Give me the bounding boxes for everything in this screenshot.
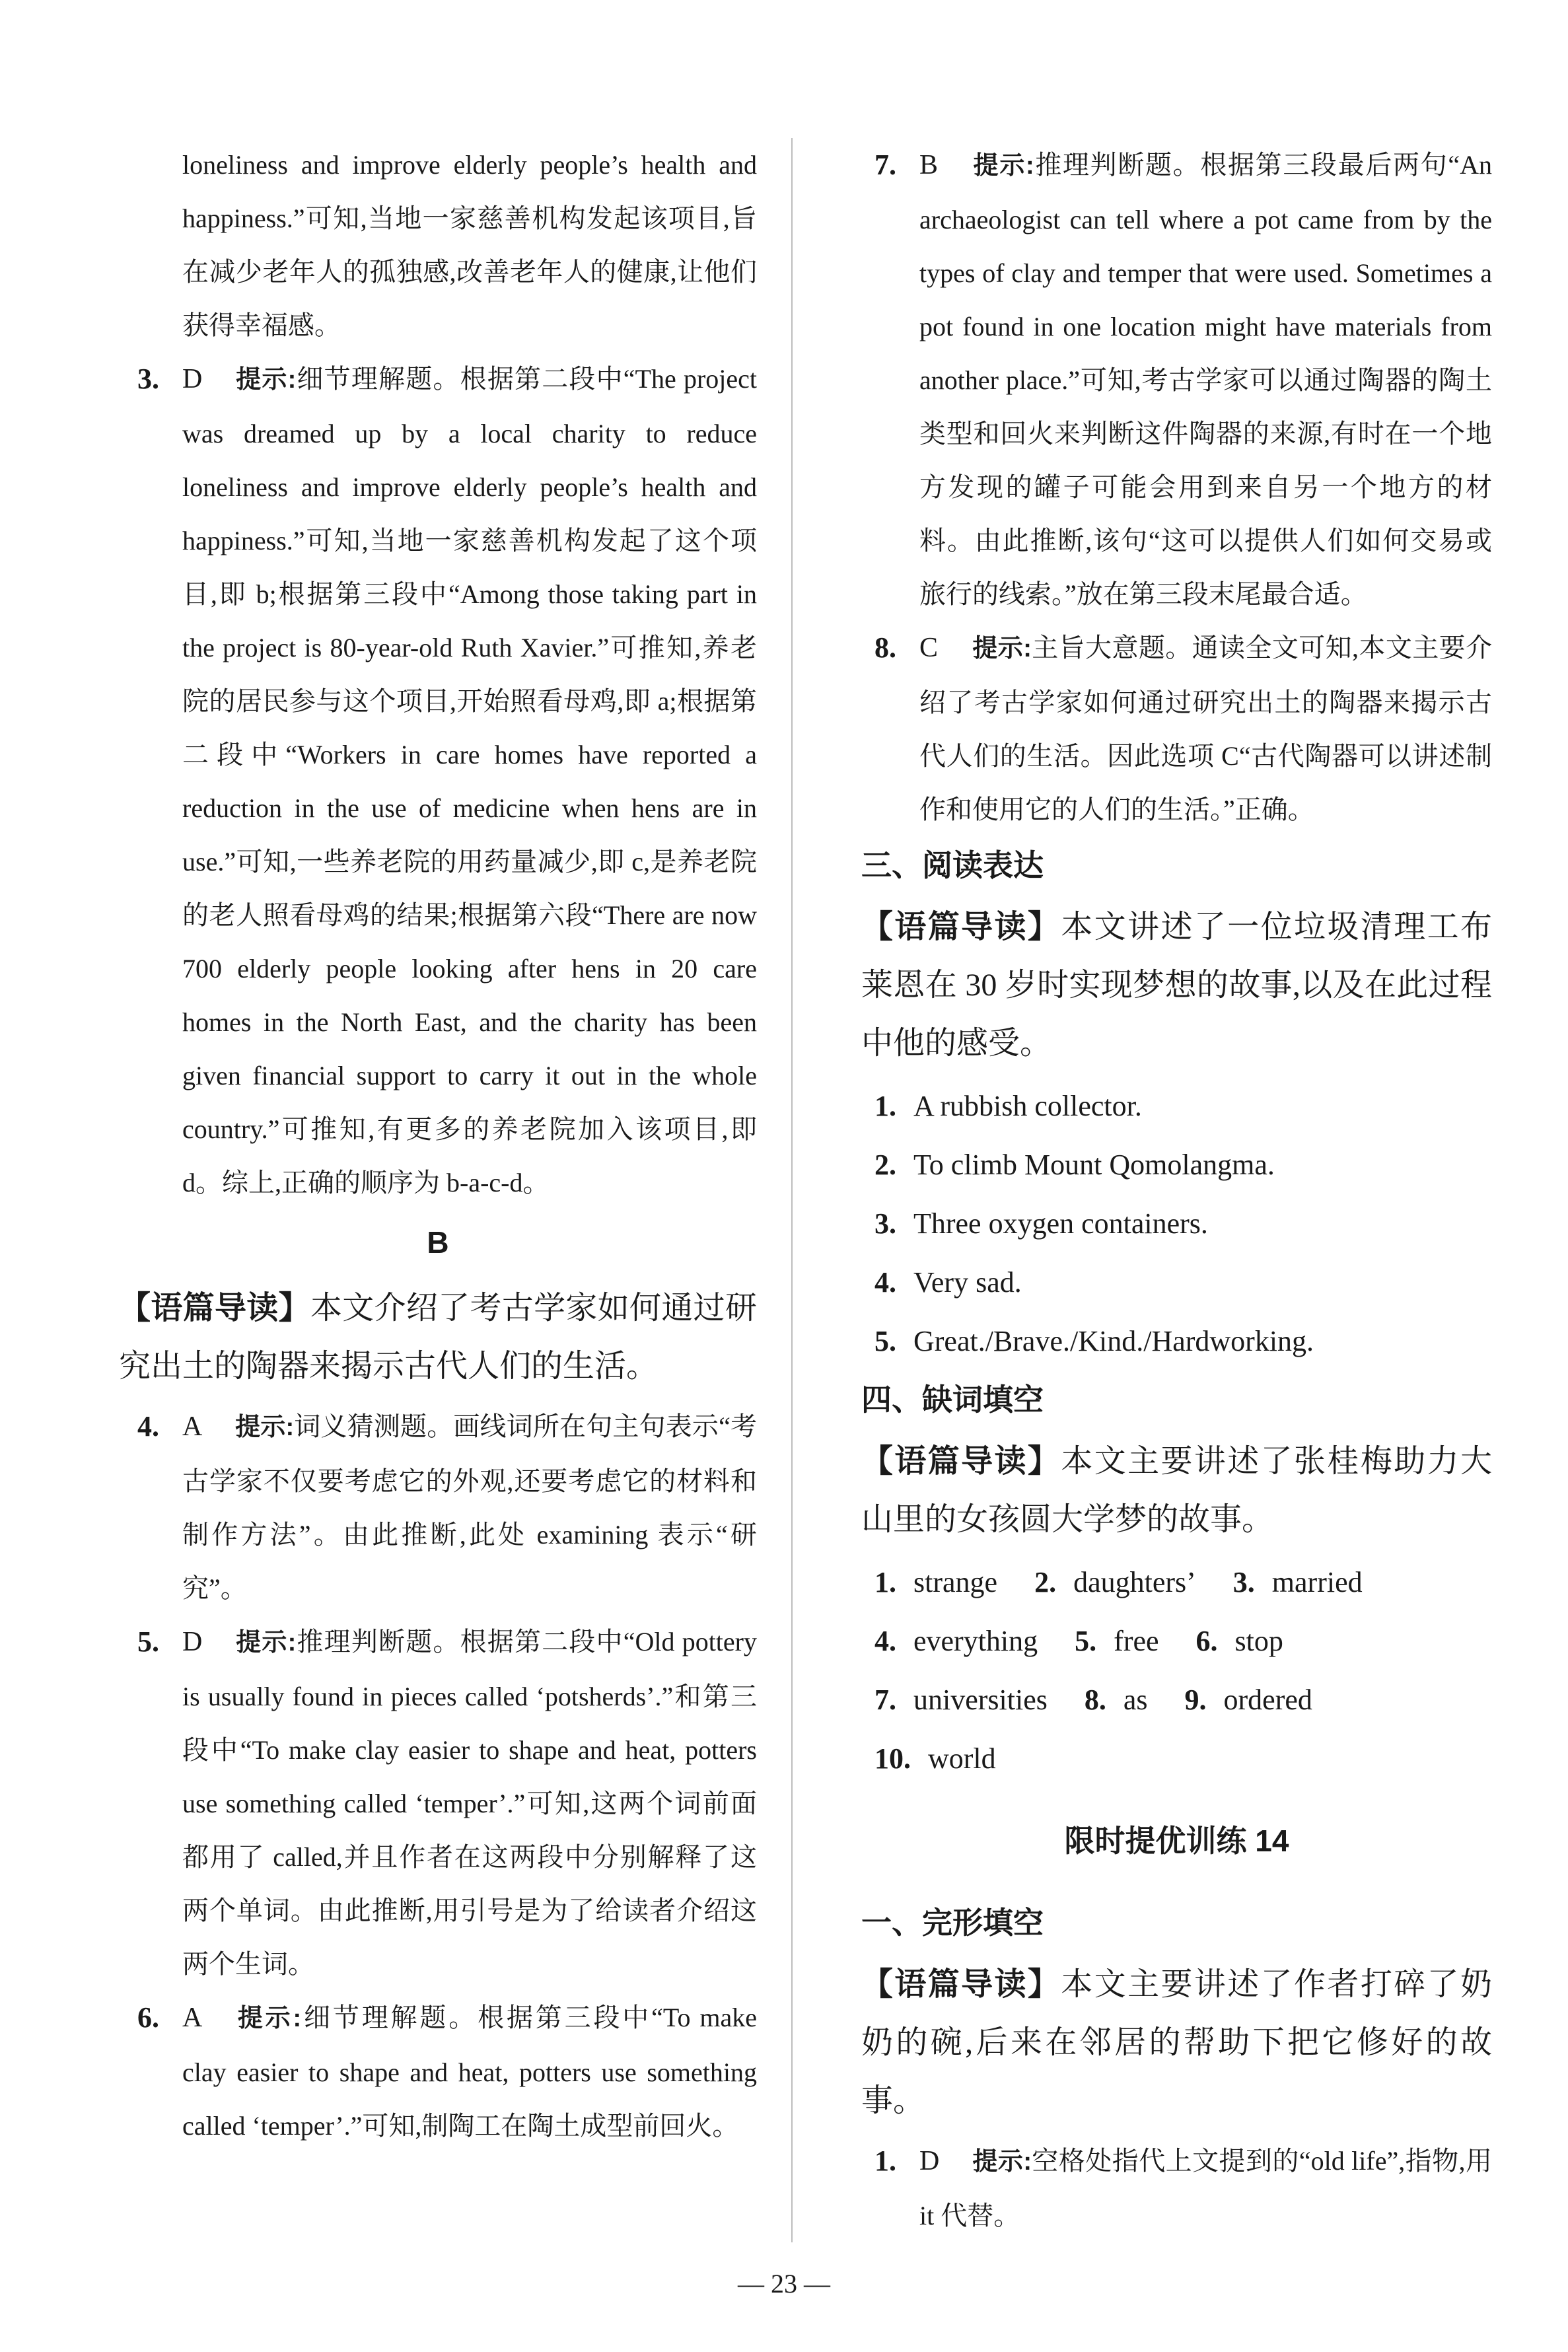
item-answer: B xyxy=(919,150,939,180)
item-number: 3. xyxy=(1232,1566,1255,1598)
hint-label: 提示: xyxy=(972,2148,1032,2176)
hint-text: 细节理解题。根据第三段中“To make clay easier to shape and heat, potters use something called ‘temper’.”可知,制陶工在陶土成型前回火。 xyxy=(182,2003,758,2141)
item-number: 4. xyxy=(137,1410,159,1443)
hint-label: 提示: xyxy=(235,2005,302,2032)
intro-label: 【语篇导读】 xyxy=(119,1291,310,1326)
answer-3-1 xyxy=(861,1077,1492,1135)
column-divider xyxy=(791,138,793,2242)
answer-text: Three oxygen containers. xyxy=(913,1207,1208,1240)
item-number: 2. xyxy=(1034,1566,1057,1598)
hint-label: 提示: xyxy=(972,152,1034,180)
hint-text: 主旨大意题。通读全文可知,本文主要介绍了考古学家如何通过研究出土的陶器来揭示古代人们的生活。因此选项 C“古代陶器可以讲述制作和使用它的人们的生活。”正确。 xyxy=(919,633,1493,824)
answer-text: ordered xyxy=(1223,1684,1312,1716)
item-number: 9. xyxy=(1184,1684,1207,1716)
hint-label: 提示: xyxy=(235,1629,297,1657)
intro-text: 本文主要讲述了张桂梅助力大山里的女孩圆大学梦的故事。 xyxy=(861,1444,1492,1537)
answer-row-2 xyxy=(861,1612,1492,1670)
hint-text: 细节理解题。根据第二段中“The project was dreamed up by a local charity to reduce loneliness and improve elderly people’s health and happiness.”可知,当地一家慈善机构发起了这个项目,即 b;根据第三段中“Among those taking part in the project is 80-year-old Ruth Xavier.”可推知,养老院的居民参与这个项目,开始照看母鸡,即 a;根据第二段中“Workers in care homes have reported a reduction in the use of medicine when hens are in use.”可知,一些养老院的用药量减少,即 c,是养老院的老人照看母鸡的结果;根据第六段“There are now 700 elderly people looking after hens in 20 care homes in the North East, and the charity has been given financial support to carry it out in the whole country.”可推知,有更多的养老院加入该项目,即 d。综上,正确的顺序为 b-a-c-d。 xyxy=(182,364,757,1197)
answer-item-5 xyxy=(119,1615,757,1991)
answer-row-3 xyxy=(861,1670,1492,1788)
hint-label: 提示: xyxy=(972,635,1032,662)
intro-text: 本文介绍了考古学家如何通过研究出土的陶器来揭示古代人们的生活。 xyxy=(119,1291,757,1384)
intro-word-fill xyxy=(861,1433,1492,1549)
intro-text: 本文讲述了一位垃圾清理工布莱恩在 30 岁时实现梦想的故事,以及在此过程中他的感受。 xyxy=(861,909,1492,1061)
left-column xyxy=(119,138,757,2242)
item-number: 5. xyxy=(1075,1625,1097,1657)
section-heading-word-fill: 四、缺词填空 xyxy=(861,1382,1044,1417)
answer-item-4 xyxy=(119,1400,757,1615)
item-number: 8. xyxy=(874,631,896,664)
page-number: — 23 — xyxy=(738,2269,830,2299)
answer-item-cloze-1 xyxy=(861,2134,1492,2242)
item-number: 1. xyxy=(874,1566,896,1598)
hint-text: 推理判断题。根据第三段最后两句“An archaeologist can tell where a pot came from by the types of clay and temper that were used. Sometimes a pot found in one location might have materials from another place.”可知,考古学家可以通过陶器的陶土类型和回火来判断这件陶器的来源,有时在一个地方发现的罐子可能会用到来自另一个地方的材料。由此推断,该句“这可以提供人们如何交易或旅行的线索。”放在第三段末尾最合适。 xyxy=(919,150,1493,609)
hint-label: 提示: xyxy=(235,1413,295,1441)
answer-3-2 xyxy=(861,1135,1492,1194)
item-number: 3. xyxy=(874,1207,896,1240)
answer-item-7 xyxy=(861,138,1492,621)
spacer xyxy=(861,1874,1492,1894)
answer-item-3 xyxy=(119,352,757,1209)
item-answer: D xyxy=(919,2146,940,2176)
section-heading-reading-expression: 三、阅读表达 xyxy=(861,848,1044,882)
item-number: 3. xyxy=(137,363,159,395)
columns xyxy=(0,138,1568,2242)
continuation-text: loneliness and improve elderly people’s health and happiness.”可知,当地一家慈善机构发起该项目,旨在减少老年人的孤独感,改善老年人的健康,让他们获得幸福感。 xyxy=(182,150,757,340)
item-number: 7. xyxy=(874,1684,896,1716)
intro-reading-expression xyxy=(861,898,1492,1073)
intro-label: 【语篇导读】 xyxy=(861,1967,1061,2002)
item-number: 4. xyxy=(874,1266,896,1299)
hint-text: 推理判断题。根据第二段中“Old pottery is usually found in pieces called ‘potsherds’.”和第三段中“To make clay easier to shape and heat, potters use something called ‘temper’.”可知,这两个词前面都用了 called,并且作者在这两段中分别解释了这两个单词。由此推断,用引号是为了给读者介绍这两个生词。 xyxy=(182,1627,757,1979)
answer-3-4 xyxy=(861,1253,1492,1312)
answer-text: as xyxy=(1123,1684,1148,1716)
answer-3-3 xyxy=(861,1194,1492,1253)
spacer xyxy=(861,1788,1492,1808)
item-number: 5. xyxy=(137,1625,159,1658)
intro-cloze xyxy=(861,1956,1492,2130)
answer-text: world xyxy=(928,1742,996,1775)
item-answer: D xyxy=(182,1627,203,1657)
section-heading-b: B xyxy=(427,1225,449,1260)
answer-row-1 xyxy=(861,1553,1492,1612)
continuation-paragraph xyxy=(119,138,757,352)
intro-b xyxy=(119,1279,757,1396)
item-number: 8. xyxy=(1084,1684,1106,1716)
item-number: 2. xyxy=(874,1149,896,1181)
training-title: 限时提优训练 14 xyxy=(1064,1824,1289,1858)
answer-item-8 xyxy=(861,621,1492,836)
hint-text: 词义猜测题。画线词所在句主句表示“考古学家不仅要考虑它的外观,还要考虑它的材料和制作方法”。由此推断,此处 examining 表示“研究”。 xyxy=(182,1411,757,1603)
item-number: 6. xyxy=(137,2001,159,2034)
hint-label: 提示: xyxy=(235,366,297,394)
section-heading-cloze: 一、完形填空 xyxy=(861,1906,1044,1940)
intro-label: 【语篇导读】 xyxy=(861,909,1061,944)
answer-text: strange xyxy=(913,1566,998,1598)
answer-text: stop xyxy=(1234,1625,1283,1657)
item-number: 1. xyxy=(874,1090,896,1122)
item-answer: D xyxy=(182,364,203,394)
item-number: 4. xyxy=(874,1625,896,1657)
answer-text: free xyxy=(1114,1625,1159,1657)
answer-item-6 xyxy=(119,1991,757,2153)
answer-text: married xyxy=(1271,1566,1363,1598)
answer-3-5 xyxy=(861,1312,1492,1371)
answer-text: To climb Mount Qomolangma. xyxy=(913,1149,1275,1181)
item-number: 7. xyxy=(874,149,896,181)
intro-text: 本文主要讲述了作者打碎了奶奶的碗,后来在邻居的帮助下把它修好的故事。 xyxy=(861,1967,1492,2118)
answer-text: universities xyxy=(913,1684,1048,1716)
intro-label: 【语篇导读】 xyxy=(861,1444,1061,1479)
item-answer: A xyxy=(182,1411,203,1442)
answer-text: Very sad. xyxy=(913,1266,1022,1299)
answer-text: Great./Brave./Kind./Hardworking. xyxy=(913,1325,1314,1357)
item-number: 5. xyxy=(874,1325,896,1357)
item-number: 1. xyxy=(874,2145,896,2177)
answer-text: A rubbish collector. xyxy=(913,1090,1142,1122)
answer-text: daughters’ xyxy=(1073,1566,1196,1598)
item-answer: C xyxy=(919,633,939,663)
hint-text: 空格处指代上文提到的“old life”,指物,用 it 代替。 xyxy=(919,2146,1492,2230)
right-column xyxy=(861,138,1492,2242)
answer-text: everything xyxy=(913,1625,1038,1657)
item-answer: A xyxy=(182,2003,203,2033)
item-number: 6. xyxy=(1195,1625,1218,1657)
item-number: 10. xyxy=(874,1742,911,1775)
